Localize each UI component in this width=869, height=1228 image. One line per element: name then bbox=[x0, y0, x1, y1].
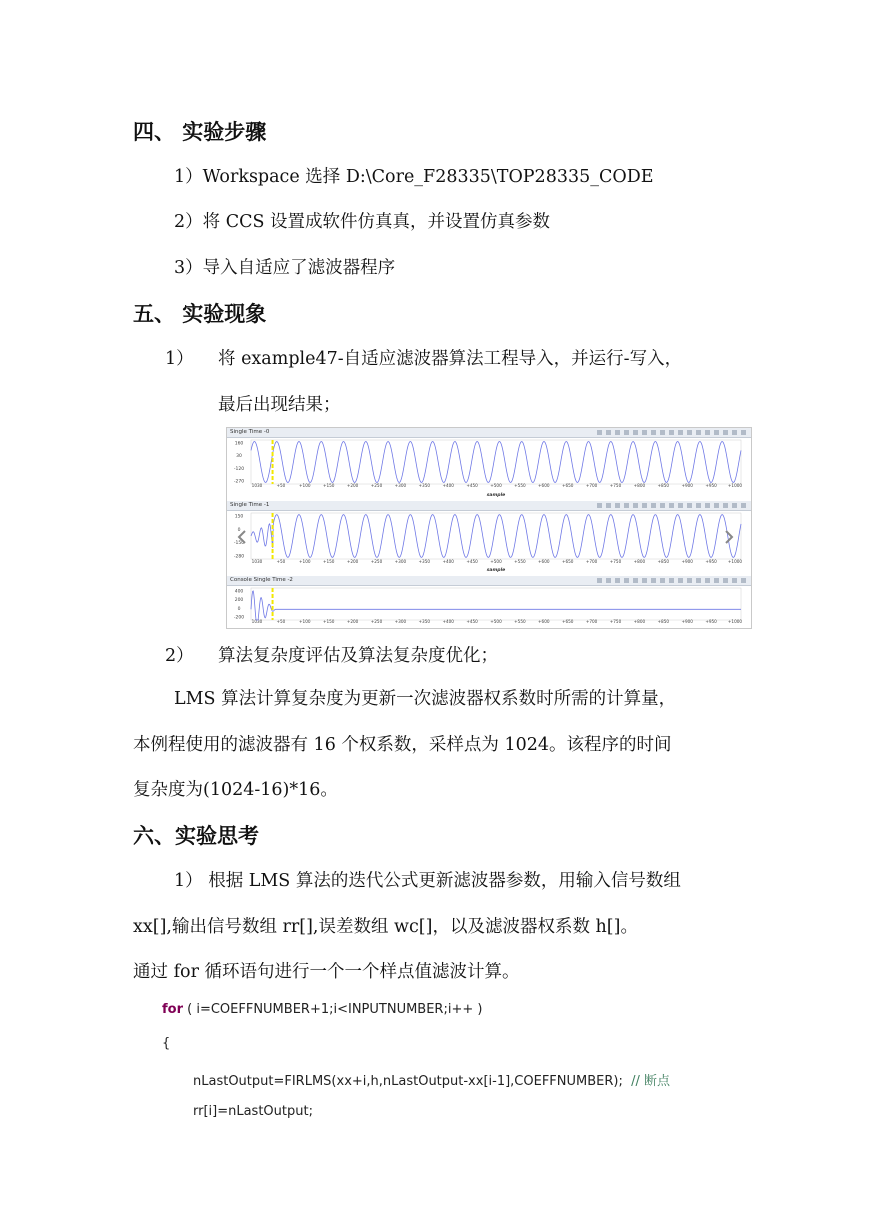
x-tick-label: +150 bbox=[322, 483, 335, 488]
step-2: 2）将 CCS 设置成软件仿真真，并设置仿真参数 bbox=[174, 212, 551, 232]
result-graph-figure bbox=[226, 427, 752, 629]
code-keyword-for: for bbox=[162, 1002, 183, 1017]
x-tick-label: +350 bbox=[418, 559, 431, 564]
plot-0 bbox=[227, 428, 751, 500]
x-tick-label: +950 bbox=[705, 483, 717, 488]
code-line-3 bbox=[193, 1070, 670, 1089]
x-tick-label: +550 bbox=[514, 483, 526, 488]
item-1-line2: 最后出现结果； bbox=[218, 395, 341, 415]
x-tick-label: +600 bbox=[538, 559, 550, 564]
x-tick-label: +450 bbox=[466, 559, 478, 564]
graph-panel-0 bbox=[227, 428, 751, 500]
x-tick-label: +800 bbox=[633, 619, 646, 624]
x-tick-label: +800 bbox=[633, 559, 646, 564]
x-tick-label: +400 bbox=[442, 483, 454, 488]
x-tick-label: +700 bbox=[585, 559, 598, 564]
x-tick-label: +100 bbox=[299, 559, 311, 564]
x-tick-label: +250 bbox=[370, 559, 383, 564]
x-tick-label: +850 bbox=[657, 619, 670, 624]
x-tick-label: +1000 bbox=[727, 619, 743, 624]
x-tick-label: +650 bbox=[561, 619, 574, 624]
para-line-1: LMS 算法计算复杂度为更新一次滤波器权系数时所需的计算量， bbox=[174, 689, 677, 709]
step-3: 3）导入自适应了滤波器程序 bbox=[174, 258, 396, 278]
x-tick-label: +750 bbox=[609, 483, 622, 488]
x-tick-label: +200 bbox=[346, 483, 359, 488]
x-tick-label: +900 bbox=[681, 559, 693, 564]
graph-panel-2 bbox=[227, 576, 751, 628]
x-tick-label: +200 bbox=[346, 619, 359, 624]
x-tick-label: +1000 bbox=[727, 559, 743, 564]
x-tick-label: +150 bbox=[322, 559, 335, 564]
plot-area bbox=[251, 588, 741, 620]
x-tick-label: +500 bbox=[490, 559, 502, 564]
y-tick-label: 0 bbox=[237, 527, 241, 533]
x-tick-label: 1030 bbox=[251, 559, 263, 564]
plot-area bbox=[251, 440, 741, 484]
x-tick-label: +200 bbox=[346, 559, 359, 564]
graph-panel-1 bbox=[227, 501, 751, 575]
x-tick-label: +450 bbox=[466, 483, 478, 488]
item-1-line1: 将 example47-自适应滤波器算法工程导入，并运行-写入， bbox=[218, 349, 683, 369]
x-tick-label: +900 bbox=[681, 619, 693, 624]
x-tick-label: +450 bbox=[466, 619, 478, 624]
x-tick-label: +100 bbox=[299, 619, 311, 624]
s6-line-1: 1） 根据 LMS 算法的迭代公式更新滤波器参数，用输入信号数组 bbox=[174, 871, 681, 891]
y-tick-label: 400 bbox=[234, 589, 244, 595]
x-tick-label: +250 bbox=[370, 483, 383, 488]
code-comment: // 断点 bbox=[631, 1074, 671, 1089]
x-tick-label: +950 bbox=[705, 559, 717, 564]
x-tick-label: +500 bbox=[490, 619, 502, 624]
x-tick-label: +50 bbox=[276, 559, 286, 564]
y-tick-label: -280 bbox=[233, 554, 245, 560]
x-tick-label: +750 bbox=[609, 619, 622, 624]
x-tick-label: +900 bbox=[681, 483, 693, 488]
x-tick-label: +700 bbox=[585, 483, 598, 488]
graph-title-0: Single Time -0 bbox=[230, 429, 270, 435]
x-tick-label: +650 bbox=[561, 559, 574, 564]
y-tick-label: -200 bbox=[233, 615, 245, 621]
x-tick-label: +400 bbox=[442, 619, 454, 624]
x-tick-label: +100 bbox=[299, 483, 311, 488]
x-tick-label: +350 bbox=[418, 619, 431, 624]
y-tick-label: 200 bbox=[234, 598, 244, 604]
y-tick-label: 30 bbox=[236, 454, 242, 460]
x-tick-label: +500 bbox=[490, 483, 502, 488]
item-2-text: 算法复杂度评估及算法复杂度优化； bbox=[218, 646, 498, 666]
x-tick-label: +50 bbox=[276, 483, 286, 488]
y-tick-label: -120 bbox=[233, 466, 245, 472]
code-statement: nLastOutput=FIRLMS(xx+i,h,nLastOutput-xx[i-1],COEFFNUMBER); bbox=[193, 1074, 623, 1089]
item-1-number: 1） bbox=[165, 349, 194, 369]
y-tick-label: 150 bbox=[234, 514, 244, 520]
y-tick-label: -270 bbox=[233, 479, 245, 485]
x-tick-label: +550 bbox=[514, 619, 526, 624]
item-2-number: 2） bbox=[165, 646, 194, 666]
code-line-2: { bbox=[162, 1036, 171, 1051]
x-tick-label: +150 bbox=[322, 619, 335, 624]
y-tick-label: -150 bbox=[233, 541, 245, 547]
x-tick-label: +800 bbox=[633, 483, 646, 488]
plot-1 bbox=[227, 501, 751, 575]
code-line-1 bbox=[162, 1002, 482, 1017]
code-for-header: ( i=COEFFNUMBER+1;i<INPUTNUMBER;i++ ) bbox=[183, 1002, 483, 1017]
section-5-title: 五、 实验现象 bbox=[133, 301, 267, 326]
para-line-3: 复杂度为(1024-16)*16。 bbox=[133, 780, 338, 800]
section-4-title: 四、 实验步骤 bbox=[133, 119, 267, 144]
x-axis-label: sample bbox=[486, 568, 506, 573]
x-tick-label: +250 bbox=[370, 619, 383, 624]
x-tick-label: +350 bbox=[418, 483, 431, 488]
x-tick-label: +1000 bbox=[727, 483, 743, 488]
y-tick-label: 0 bbox=[237, 606, 241, 612]
x-tick-label: +700 bbox=[585, 619, 598, 624]
s6-line-3: 通过 for 循环语句进行一个一个样点值滤波计算。 bbox=[133, 962, 520, 982]
x-tick-label: +650 bbox=[561, 483, 574, 488]
x-tick-label: +300 bbox=[394, 619, 407, 624]
s6-line-2: xx[],输出信号数组 rr[],误差数组 wc[]，以及滤波器权系数 h[]。 bbox=[133, 917, 638, 937]
x-tick-label: +950 bbox=[705, 619, 717, 624]
code-line-4: rr[i]=nLastOutput; bbox=[193, 1104, 313, 1119]
y-tick-label: 160 bbox=[234, 441, 244, 447]
x-tick-label: +600 bbox=[538, 619, 550, 624]
x-tick-label: +600 bbox=[538, 483, 550, 488]
x-tick-label: +300 bbox=[394, 559, 407, 564]
x-tick-label: +400 bbox=[442, 559, 454, 564]
x-tick-label: +750 bbox=[609, 559, 622, 564]
x-tick-label: +300 bbox=[394, 483, 407, 488]
plot-2 bbox=[227, 576, 751, 628]
step-1: 1）Workspace 选择 D:\Core_F28335\TOP28335_CODE bbox=[174, 167, 654, 187]
x-tick-label: +550 bbox=[514, 559, 526, 564]
x-tick-label: +850 bbox=[657, 483, 670, 488]
graph-title-1: Single Time -1 bbox=[230, 502, 270, 508]
x-tick-label: +50 bbox=[276, 619, 286, 624]
x-tick-label: +850 bbox=[657, 559, 670, 564]
plot-area bbox=[251, 513, 741, 559]
x-tick-label: 1030 bbox=[251, 483, 263, 488]
section-6-title: 六、实验思考 bbox=[133, 823, 259, 848]
graph-title-2: Console Single Time -2 bbox=[230, 577, 293, 583]
x-axis-label: sample bbox=[486, 493, 506, 498]
x-tick-label: 1030 bbox=[251, 619, 263, 624]
para-line-2: 本例程使用的滤波器有 16 个权系数，采样点为 1024。该程序的时间 bbox=[133, 735, 672, 755]
